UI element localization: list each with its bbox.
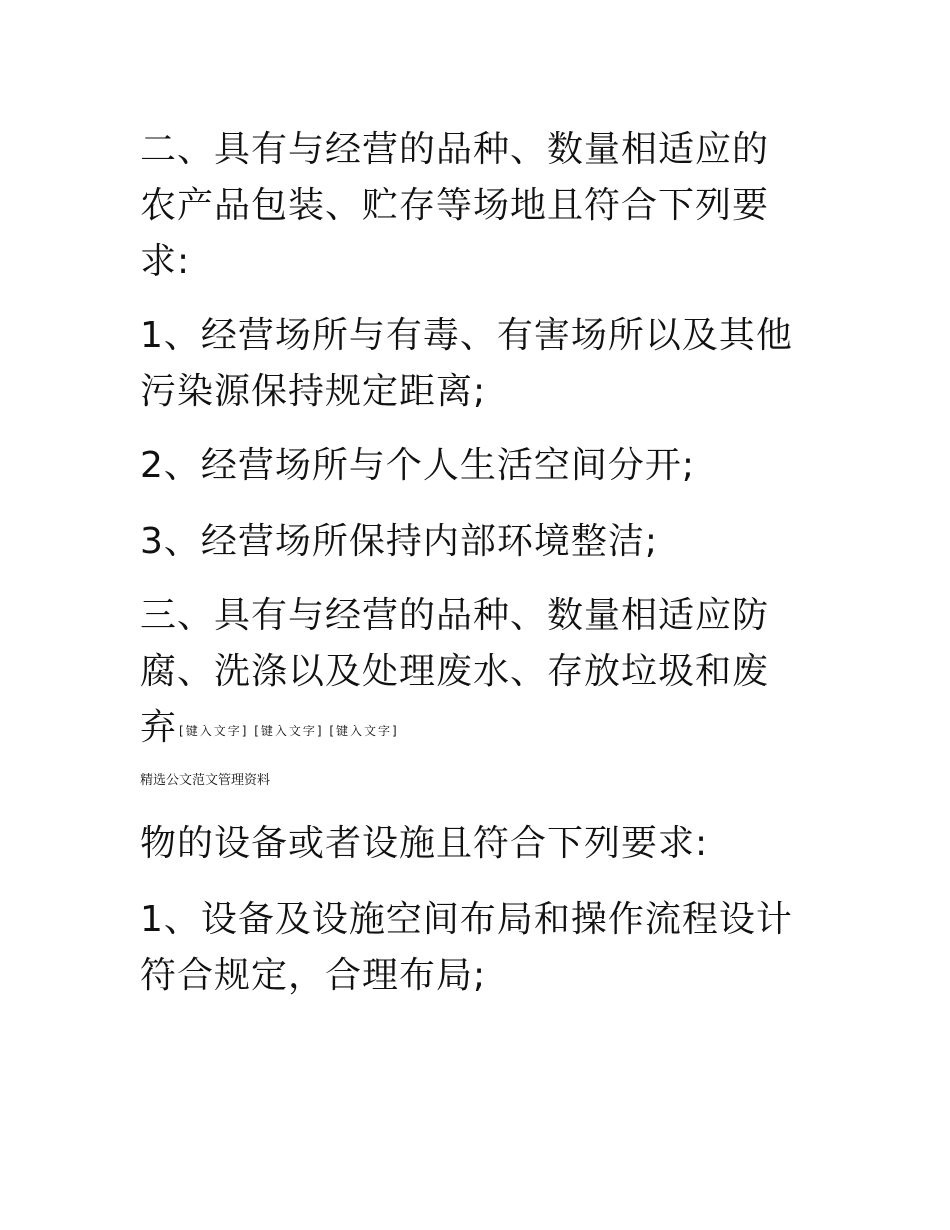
item-3-1-line-2: 符合规定，合理布局; (140, 955, 487, 996)
section-2-line-2: 农产品包装、贮存等场地且符合下列要 (140, 185, 770, 226)
section-3-line-2: 腐、洗涤以及处理废水、存放垃圾和废 (140, 651, 770, 692)
section-2-line-3: 求: (140, 241, 191, 282)
section-2-line-1: 二、具有与经营的品种、数量相适应的 (140, 129, 770, 170)
item-2-2 (140, 438, 820, 494)
item-2-2-text: 2、经营场所与个人生活空间分开; (140, 445, 696, 486)
section-3-cont-text: 物的设备或者设施且符合下列要求: (140, 823, 709, 864)
item-3-1 (140, 892, 820, 1004)
section-3-line-3 (140, 700, 820, 759)
section-3-heading (140, 588, 820, 759)
section-2-heading (140, 122, 820, 290)
item-2-3 (140, 514, 820, 570)
section-3-line-1: 三、具有与经营的品种、数量相适应防 (140, 595, 770, 636)
item-2-3-text: 3、经营场所保持内部环境整洁; (140, 521, 659, 562)
footer-note: 精选公文范文管理资料 (140, 773, 271, 788)
item-2-1 (140, 308, 820, 420)
header-placeholders: [键入文字] [键入文字] [键入文字] (179, 724, 399, 738)
item-2-1-line-2: 污染源保持规定距离; (140, 371, 487, 412)
item-3-1-line-1: 1、设备及设施空间布局和操作流程设计 (140, 899, 793, 940)
section-3-continuation (140, 816, 820, 872)
item-2-1-line-1: 1、经营场所与有毒、有害场所以及其他 (140, 315, 793, 356)
section-3-line-3-text: 弃 (140, 707, 178, 748)
